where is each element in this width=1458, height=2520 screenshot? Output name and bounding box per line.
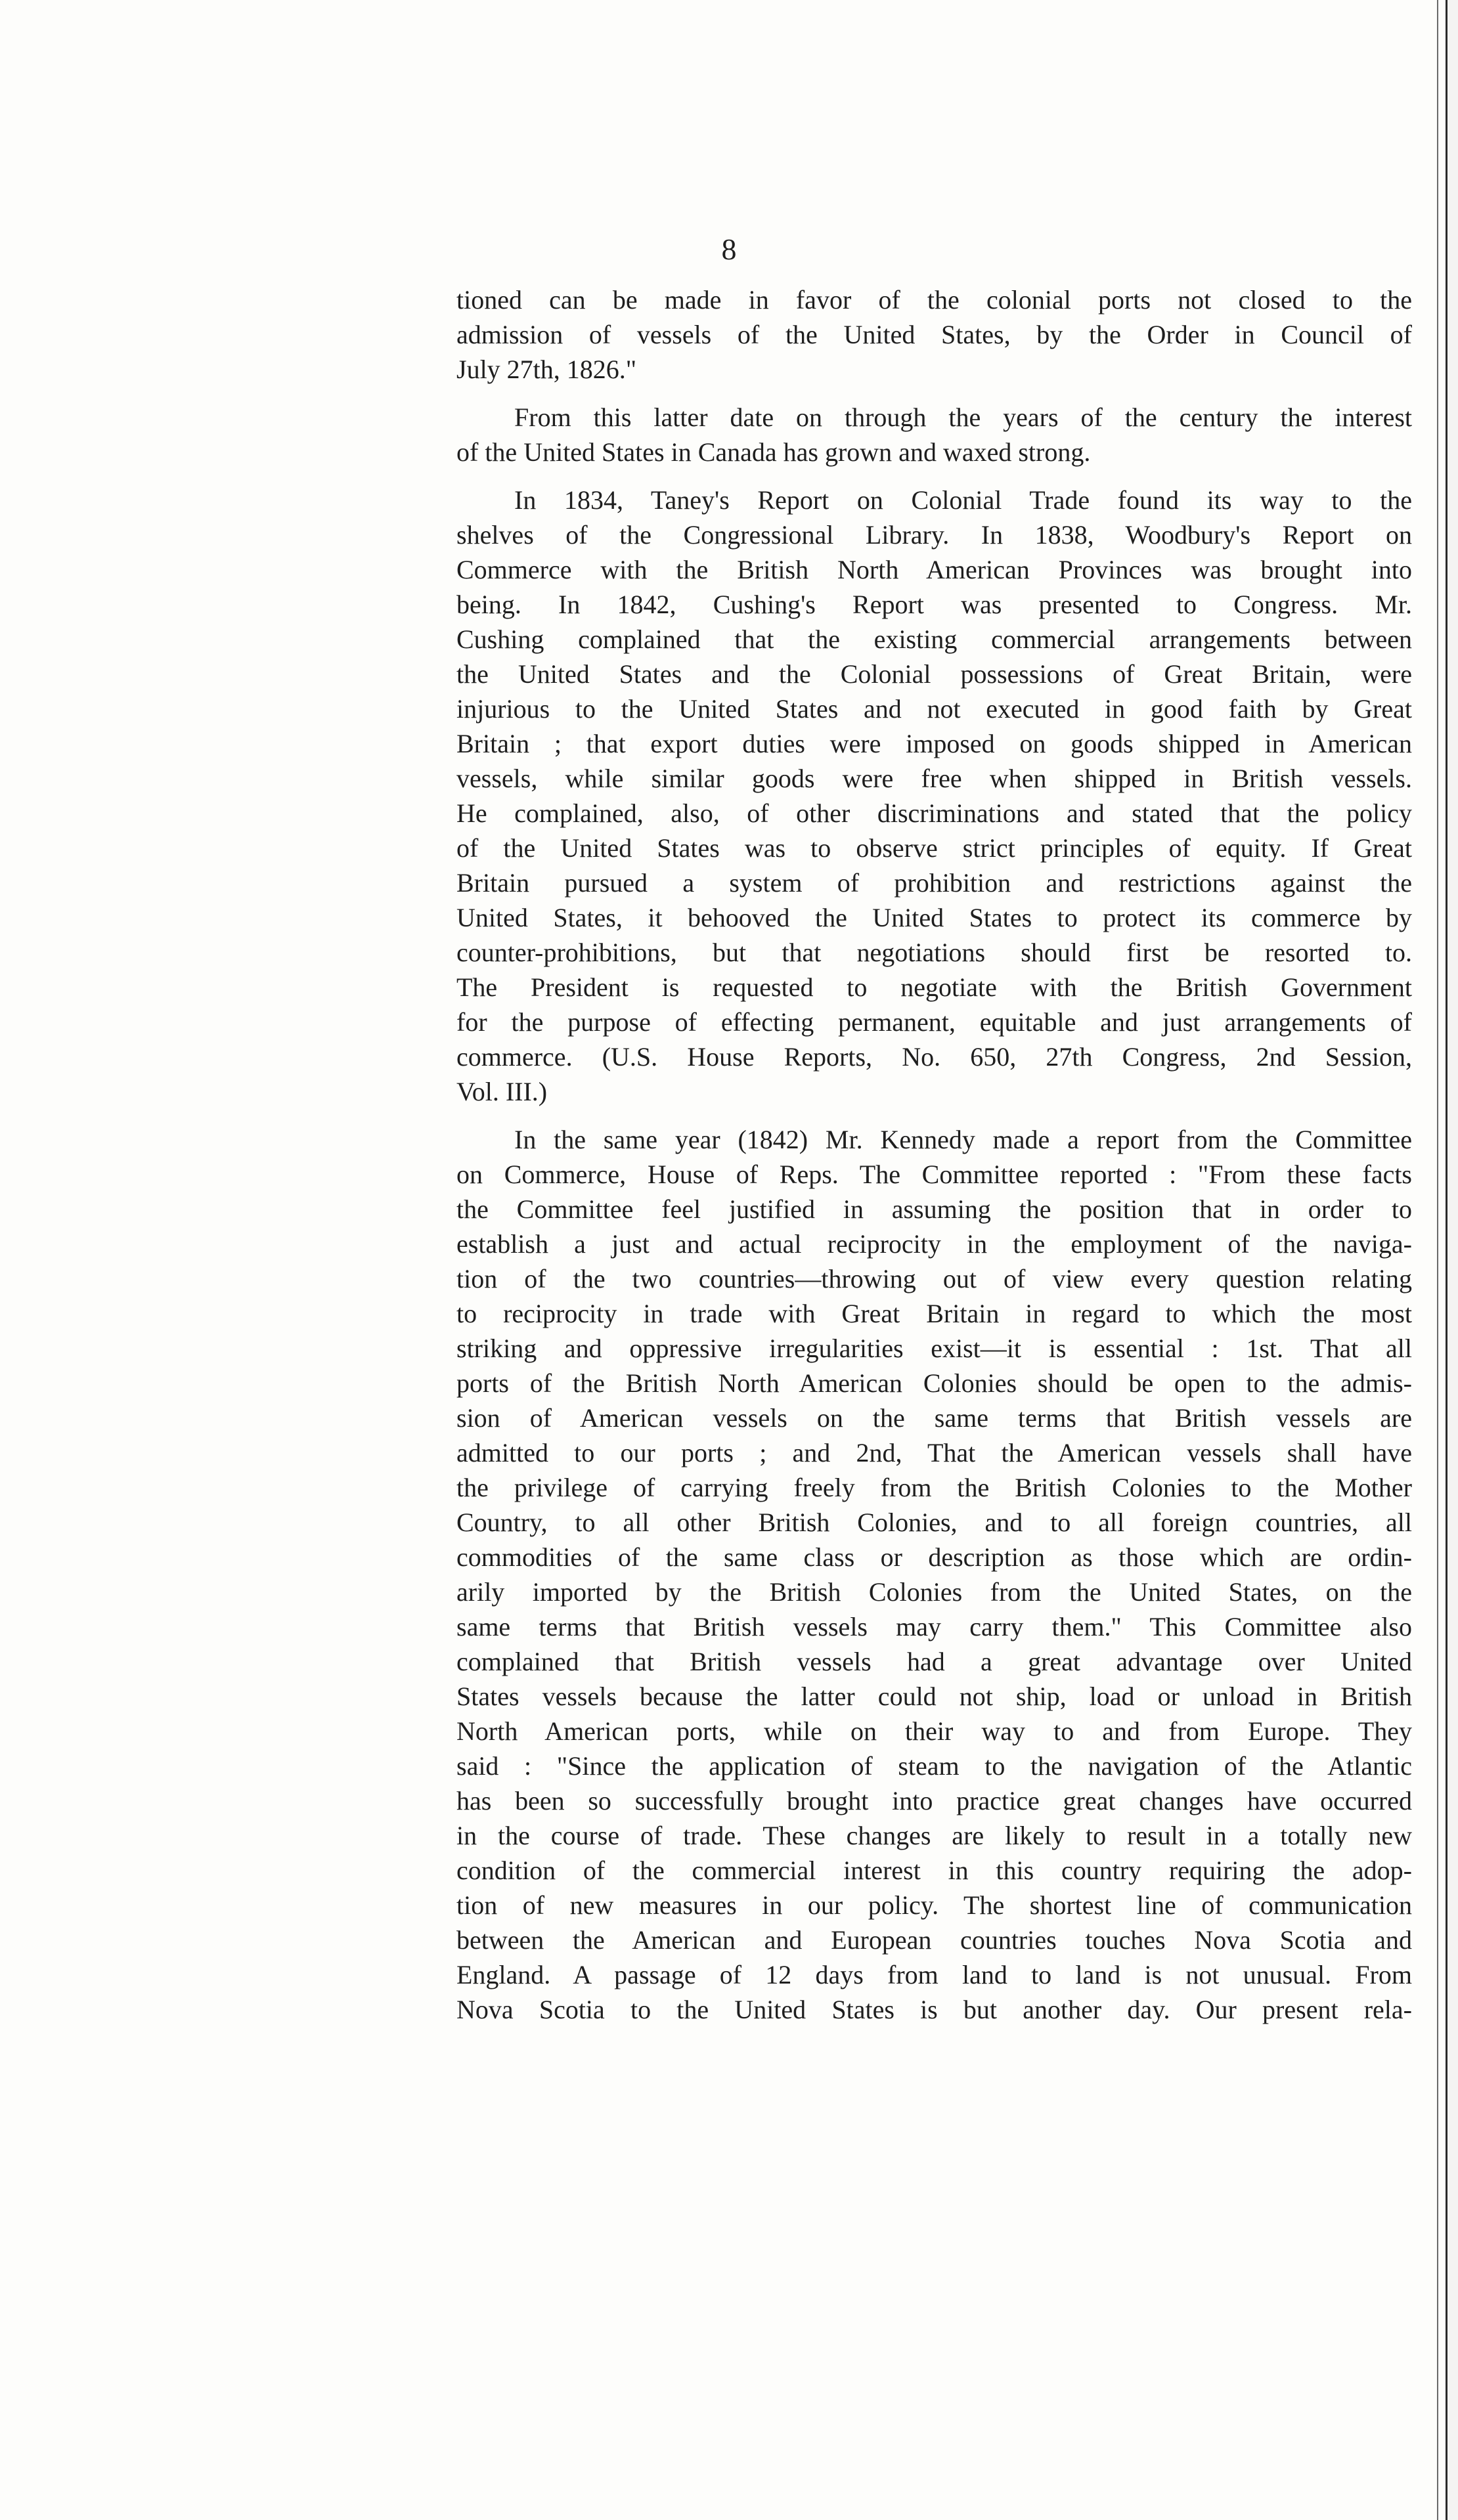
text-line: in the course of trade. These changes are likely to result in a totally new	[456, 1821, 1412, 1850]
text-line: the United States and the Colonial possessions of Great Britain, were	[456, 659, 1412, 689]
text-line: In the same year (1842) Mr. Kennedy made a report from the Committee	[514, 1125, 1412, 1154]
text-line: United States, it behooved the United States to protect its commerce by	[456, 903, 1412, 932]
text-line: sion of American vessels on the same terms that British vessels are	[456, 1403, 1412, 1433]
text-line: vessels, while similar goods were free when shipped in British vessels.	[456, 764, 1412, 793]
text-line: From this latter date on through the years of the century the interest	[514, 402, 1412, 432]
text-line: striking and oppressive irregularities exist—it is essential : 1st. That all	[456, 1334, 1412, 1363]
text-line: tion of the two countries—throwing out of view every question relating	[456, 1264, 1412, 1293]
text-line: England. A passage of 12 days from land to land is not unusual. From	[456, 1960, 1412, 1989]
text-line: He complained, also, of other discriminations and stated that the policy	[456, 798, 1412, 828]
paragraph-1	[456, 282, 1412, 387]
text-line: tion of new measures in our policy. The shortest line of communication	[456, 1890, 1412, 1920]
text-line: ports of the British North American Colonies should be open to the admis-	[456, 1368, 1412, 1398]
binding-edge	[1446, 0, 1458, 2520]
binding-shadow	[1437, 0, 1438, 2520]
text-line: the Committee feel justified in assuming the position that in order to	[456, 1194, 1412, 1224]
text-line: counter-prohibitions, but that negotiations should first be resorted to.	[456, 938, 1412, 967]
text-line: tioned can be made in favor of the colonial ports not closed to the	[456, 285, 1412, 315]
text-line: of the United States in Canada has grown and waxed strong.	[456, 437, 1091, 467]
text-line: Commerce with the British North American Provinces was brought into	[456, 555, 1412, 584]
text-line: condition of the commercial interest in this country requiring the adop-	[456, 1856, 1412, 1885]
text-line: to reciprocity in trade with Great Britain in regard to which the most	[456, 1299, 1412, 1328]
text-line: on Commerce, House of Reps. The Committee reported : "From these facts	[456, 1160, 1412, 1189]
text-line: commerce. (U.S. House Reports, No. 650, 27th Congress, 2nd Session,	[456, 1042, 1412, 1072]
text-line: commodities of the same class or description as those which are ordin-	[456, 1542, 1412, 1572]
text-line: The President is requested to negotiate with the British Government	[456, 972, 1412, 1002]
text-line: admitted to our ports ; and 2nd, That the American vessels shall have	[456, 1438, 1412, 1467]
text-line: North American ports, while on their way to and from Europe. They	[456, 1716, 1412, 1746]
paragraph-2	[456, 400, 1412, 469]
text-line: Cushing complained that the existing commercial arrangements between	[456, 624, 1412, 654]
text-line: of the United States was to observe strict principles of equity. If Great	[456, 833, 1412, 863]
text-line: July 27th, 1826."	[456, 355, 637, 384]
text-line: Vol. III.)	[456, 1077, 548, 1106]
text-line: Country, to all other British Colonies, and to all foreign countries, all	[456, 1508, 1412, 1537]
text-line: States vessels because the latter could not ship, load or unload in British	[456, 1682, 1412, 1711]
body-text	[456, 282, 1412, 2040]
text-line: said : "Since the application of steam to the navigation of the Atlantic	[456, 1751, 1412, 1781]
paragraph-4	[456, 1122, 1412, 2027]
text-line: between the American and European countries touches Nova Scotia and	[456, 1925, 1412, 1955]
text-line: complained that British vessels had a great advantage over United	[456, 1647, 1412, 1676]
text-line: the privilege of carrying freely from the British Colonies to the Mother	[456, 1473, 1412, 1502]
text-line: for the purpose of effecting permanent, equitable and just arrangements of	[456, 1007, 1412, 1037]
text-line: shelves of the Congressional Library. In 1838, Woodbury's Report on	[456, 520, 1412, 550]
text-line: same terms that British vessels may carry them." This Committee also	[456, 1612, 1412, 1641]
text-line: has been so successfully brought into practice great changes have occurred	[456, 1786, 1412, 1815]
text-line: establish a just and actual reciprocity in the employment of the naviga-	[456, 1229, 1412, 1259]
text-line: arily imported by the British Colonies from the United States, on the	[456, 1577, 1412, 1607]
text-line: Britain pursued a system of prohibition and restrictions against the	[456, 868, 1412, 898]
text-line: In 1834, Taney's Report on Colonial Trade found its way to the	[514, 485, 1412, 515]
page-number: 8	[721, 232, 737, 266]
text-line: Nova Scotia to the United States is but another day. Our present rela-	[456, 1995, 1412, 2024]
text-line: being. In 1842, Cushing's Report was presented to Congress. Mr.	[456, 590, 1412, 619]
text-line: injurious to the United States and not executed in good faith by Great	[456, 694, 1412, 724]
text-line: admission of vessels of the United States, by the Order in Council of	[456, 320, 1412, 349]
text-line: Britain ; that export duties were imposed on goods shipped in American	[456, 729, 1412, 758]
paragraph-3	[456, 483, 1412, 1109]
